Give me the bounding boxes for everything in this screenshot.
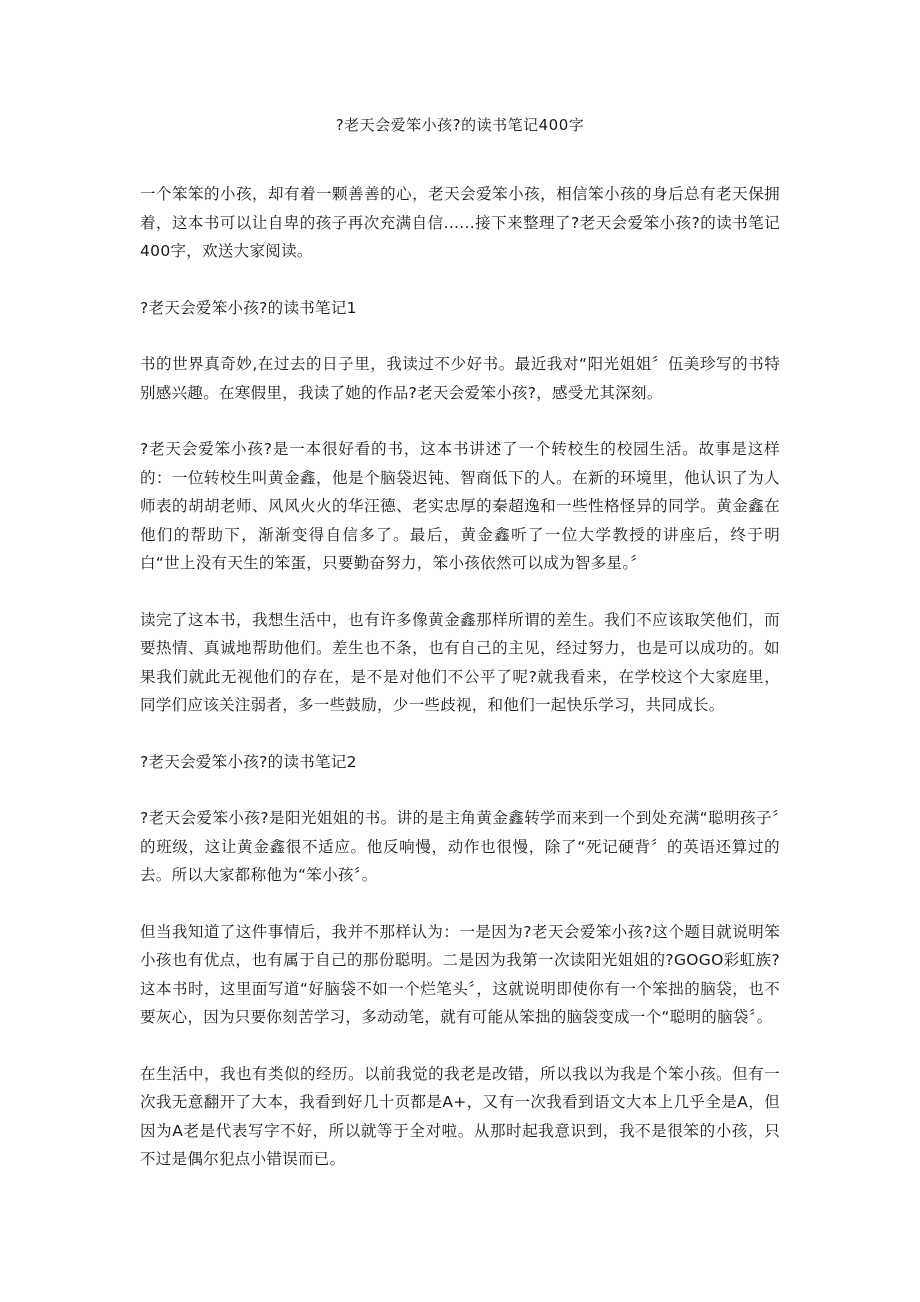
paragraph-6: 在生活中，我也有类似的经历。以前我觉的我老是改错，所以我以为我是个笨小孩。但有一次我无意翻开了大本，我看到好几十页都是A+，又有一次我看到语文大本上几乎全是A，但因为A老是代表写字不好，所以就等于全对啦。从那时起我意识到，我不是很笨的小孩，只不过是偶尔犯点小错误而已。 bbox=[140, 1064, 780, 1168]
paragraph-4: ?老天会爱笨小孩?是阳光姐姐的书。讲的是主角黄金鑫转学而来到一个到处充满“聪明孩子〞的班级，这让黄金鑫很不适应。他反响慢，动作也很慢，除了“死记硬背〞的英语还算过的去。所以大家都称他为“笨小孩〞。 bbox=[140, 809, 780, 884]
paragraph-1: 书的世界真奇妙,在过去的日子里，我读过不少好书。最近我对“阳光姐姐〞伍美珍写的书特别感兴趣。在寒假里，我读了她的作品?老天会爱笨小孩?，感受尤其深刻。 bbox=[140, 355, 780, 402]
paragraph-5: 但当我知道了这件事情后，我并不那样认为：一是因为?老天会爱笨小孩?这个题目就说明笨小孩也有优点，也有属于自己的那份聪明。二是因为我第一次读阳光姐姐的?GOGO彩虹族?这本书时，这里面写道“好脑袋不如一个烂笔头〞，这就说明即使你有一个笨拙的脑袋，也不要灰心，因为只要你刻苦学习，多动动笔，就有可能从笨拙的脑袋变成一个“聪明的脑袋〞。 bbox=[140, 922, 780, 1026]
intro-paragraph: 一个笨笨的小孩，却有着一颗善善的心，老天会爱笨小孩，相信笨小孩的身后总有老天保拥着，这本书可以让自卑的孩子再次充满自信......接下来整理了?老天会爱笨小孩?的读书笔记400字，欢送大家阅读。 bbox=[140, 185, 780, 260]
paragraph-2: ?老天会爱笨小孩?是一本很好看的书，这本书讲述了一个转校生的校园生活。故事是这样的：一位转校生叫黄金鑫，他是个脑袋迟钝、智商低下的人。在新的环境里，他认识了为人师表的胡胡老师、风风火火的华汪德、老实忠厚的秦超逸和一些性格怪异的同学。黄金鑫在他们的帮助下，渐渐变得自信多了。最后，黄金鑫听了一位大学教授的讲座后，终于明白“世上没有天生的笨蛋，只要勤奋努力，笨小孩依然可以成为智多星。〞 bbox=[140, 440, 780, 572]
paragraph-3: 读完了这本书，我想生活中，也有许多像黄金鑫那样所谓的差生。我们不应该取笑他们，而要热情、真诚地帮助他们。差生也不条，也有自己的主见，经过努力，也是可以成功的。如果我们就此无视他们的存在，是不是对他们不公平了呢?就我看来，在学校这个大家庭里，同学们应该关注弱者，多一些鼓励，少一些歧视，和他们一起快乐学习，共同成长。 bbox=[140, 610, 780, 714]
section-heading-2: ?老天会爱笨小孩?的读书笔记2 bbox=[140, 752, 357, 771]
section-heading-1: ?老天会爱笨小孩?的读书笔记1 bbox=[140, 298, 357, 317]
page-title: ?老天会爱笨小孩?的读书笔记400字 bbox=[335, 116, 585, 134]
